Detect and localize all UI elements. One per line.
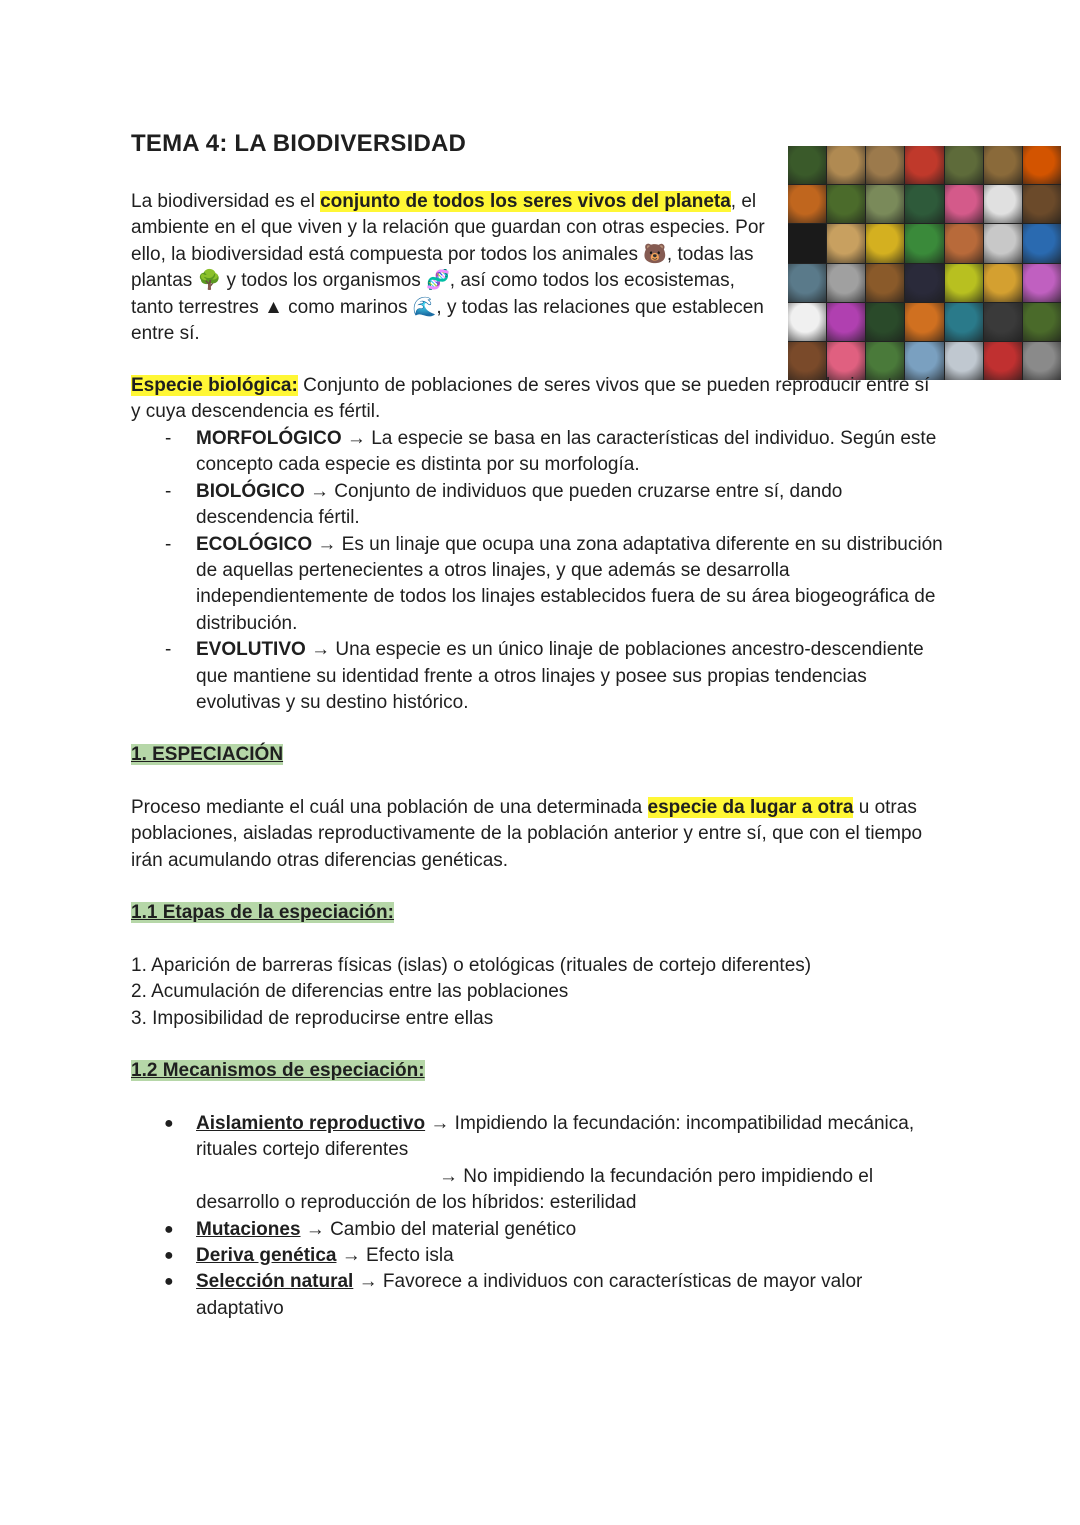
section-heading-1: 1. ESPECIACIÓN <box>131 744 284 765</box>
section1-paragraph: Proceso mediante el cuál una población de una determinada especie da lugar a otra u otras poblaciones, aisladas reproductivamente de la población anterior y entre sí, que con el tiempo irán acumulando otras diferencias genéticas. <box>131 797 923 871</box>
list-item: ● Selección natural → Favorece a individuos con características de mayor valor adaptativo <box>164 1271 863 1319</box>
mosaic-tile <box>945 224 983 262</box>
concept-text: → La especie se basa en las características del individuo. Según este concepto cada especie es distinta por su morfología. <box>196 428 937 476</box>
mosaic-tile <box>788 185 826 223</box>
mosaic-tile <box>788 303 826 341</box>
list-item: - BIOLÓGICO → Conjunto de individuos que pueden cruzarse entre sí, dando descendencia fértil. <box>165 480 843 529</box>
biodiversity-mosaic-image <box>788 146 1061 380</box>
list-item: - EVOLUTIVO → Una especie es un único linaje de poblaciones ancestro-descendiente que mantiene su identidad frente a otros linajes y posee sus propias tendencias evolutivas y su destino histórico. <box>165 639 924 714</box>
mosaic-tile <box>1023 342 1061 380</box>
concept-name: BIOLÓGICO <box>196 480 305 502</box>
mosaic-tile <box>827 303 865 341</box>
concept-text: → Conjunto de individuos que pueden cruzarse entre sí, dando descendencia fértil. <box>196 480 843 529</box>
intro-text-3: , todas las plantas <box>131 243 754 292</box>
bullet-icon: ● <box>164 1220 174 1238</box>
mosaic-tile <box>945 185 983 223</box>
list-item: ● Mutaciones → Cambio del material genético <box>131 1217 931 1243</box>
mosaic-tile <box>827 146 865 184</box>
mosaic-tile <box>905 185 943 223</box>
mechanism-name: Selección natural <box>196 1271 354 1293</box>
tree-icon: 🌳 <box>197 270 222 292</box>
stages-list <box>131 953 811 1032</box>
mechanism-name: Mutaciones <box>196 1218 301 1240</box>
mountain-icon: ▲ <box>264 296 283 318</box>
list-item: ● Aislamiento reproductivo → Impidiendo la fecundación: incompatibilidad mecánica, rituales cortejo diferentes → No impidiendo la fecundación pero impidiendo el desarrollo o reproducción de los híbridos: esterilidad <box>164 1113 915 1214</box>
mosaic-tile <box>984 185 1022 223</box>
mosaic-tile <box>866 224 904 262</box>
concept-text: → Una especie es un único linaje de poblaciones ancestro-descendiente que mantiene su identidad frente a otros linajes y posee sus propias tendencias evolutivas y su destino histórico. <box>196 639 924 714</box>
intro-paragraph <box>131 189 771 347</box>
mosaic-tile <box>1023 146 1061 184</box>
mosaic-tile <box>866 264 904 302</box>
list-item: 2. Acumulación de diferencias entre las poblaciones <box>131 981 569 1003</box>
mosaic-tile <box>827 264 865 302</box>
mosaic-tile <box>905 224 943 262</box>
mosaic-tile <box>866 303 904 341</box>
intro-text-2: , el ambiente en el que viven y la relación que guardan con otras especies. Por ello, la biodiversidad está compuesta por todos los animales <box>131 191 765 265</box>
mosaic-tile <box>827 224 865 262</box>
intro-highlight: conjunto de todos los seres vivos del planeta <box>320 191 731 212</box>
mosaic-tile <box>945 342 983 380</box>
mosaic-tile <box>984 303 1022 341</box>
mosaic-tile <box>984 264 1022 302</box>
dna-icon: 🧬 <box>426 270 450 292</box>
mosaic-tile <box>788 264 826 302</box>
mosaic-tile <box>945 303 983 341</box>
species-term: Especie biológica: <box>131 375 298 396</box>
mechanisms-list <box>131 1111 931 1322</box>
species-definition-text: Conjunto de poblaciones de seres vivos que se pueden reproducir entre sí y cuya descendencia es fértil. <box>131 375 930 423</box>
concept-name: MORFOLÓGICO <box>196 428 342 449</box>
mosaic-tile <box>984 342 1022 380</box>
mosaic-tile <box>866 185 904 223</box>
species-concepts-list <box>131 426 951 716</box>
mosaic-tile <box>945 146 983 184</box>
species-definition <box>131 373 931 426</box>
bullet-icon: ● <box>164 1247 174 1265</box>
concept-name: EVOLUTIVO <box>196 639 306 661</box>
concept-name: ECOLÓGICO <box>196 533 313 555</box>
list-item: 1. Aparición de barreras físicas (islas) o etológicas (rituales de cortejo diferentes) <box>131 955 812 976</box>
wave-icon: 🌊 <box>412 296 437 318</box>
mosaic-tile <box>866 146 904 184</box>
bear-icon: 🐻 <box>643 243 667 265</box>
list-item: ● Deriva genética → Efecto isla <box>131 1243 931 1269</box>
list-item: - MORFOLÓGICO → La especie se basa en las características del individuo. Según este concepto cada especie es distinta por su morfología. <box>165 428 937 476</box>
intro-text-1: La biodiversidad es el <box>131 191 321 212</box>
mechanism-name: Deriva genética <box>196 1245 337 1267</box>
bullet-icon: ● <box>164 1273 174 1291</box>
page-title: TEMA 4: LA BIODIVERSIDAD <box>131 130 467 157</box>
concept-text: → Es un linaje que ocupa una zona adaptativa diferente en su distribución de aquellas pertenecientes a otros linajes, y que además se desarrolla independientemente de todos los linajes establecidos fuera de su área biogeográfica de distribución. <box>196 533 943 634</box>
section1-highlight: especie da lugar a otra <box>647 797 854 818</box>
mosaic-tile <box>1023 264 1061 302</box>
mosaic-tile <box>1023 303 1061 341</box>
list-item: - ECOLÓGICO → Es un linaje que ocupa una zona adaptativa diferente en su distribución de aquellas pertenecientes a otros linajes, y que además se desarrolla independientemente de todos los linajes establecidos fuera de su área biogeográfica de distribución. <box>165 533 943 634</box>
mosaic-tile <box>1023 185 1061 223</box>
mechanism-name: Aislamiento reproductivo <box>196 1113 426 1134</box>
bullet-icon: ● <box>164 1115 174 1132</box>
mosaic-tile <box>788 146 826 184</box>
mosaic-tile <box>905 264 943 302</box>
mosaic-tile <box>827 185 865 223</box>
list-item: 3. Imposibilidad de reproducirse entre ellas <box>131 1007 494 1029</box>
mosaic-tile <box>1023 224 1061 262</box>
intro-text-6: como marinos <box>282 296 413 318</box>
section-heading-1-2: 1.2 Mecanismos de especiación: <box>131 1060 425 1081</box>
mosaic-tile <box>984 224 1022 262</box>
mosaic-tile <box>788 224 826 262</box>
mosaic-tile <box>905 146 943 184</box>
intro-text-7: , y todas las relaciones que establecen entre sí. <box>131 296 764 345</box>
mosaic-tile <box>905 303 943 341</box>
intro-text-5: , así como todos los ecosistemas, tanto terrestres <box>131 270 735 318</box>
mosaic-tile <box>984 146 1022 184</box>
mosaic-tile <box>945 264 983 302</box>
section-heading-1-1: 1.1 Etapas de la especiación: <box>131 902 394 923</box>
intro-text-4: y todos los organismos <box>221 270 427 292</box>
